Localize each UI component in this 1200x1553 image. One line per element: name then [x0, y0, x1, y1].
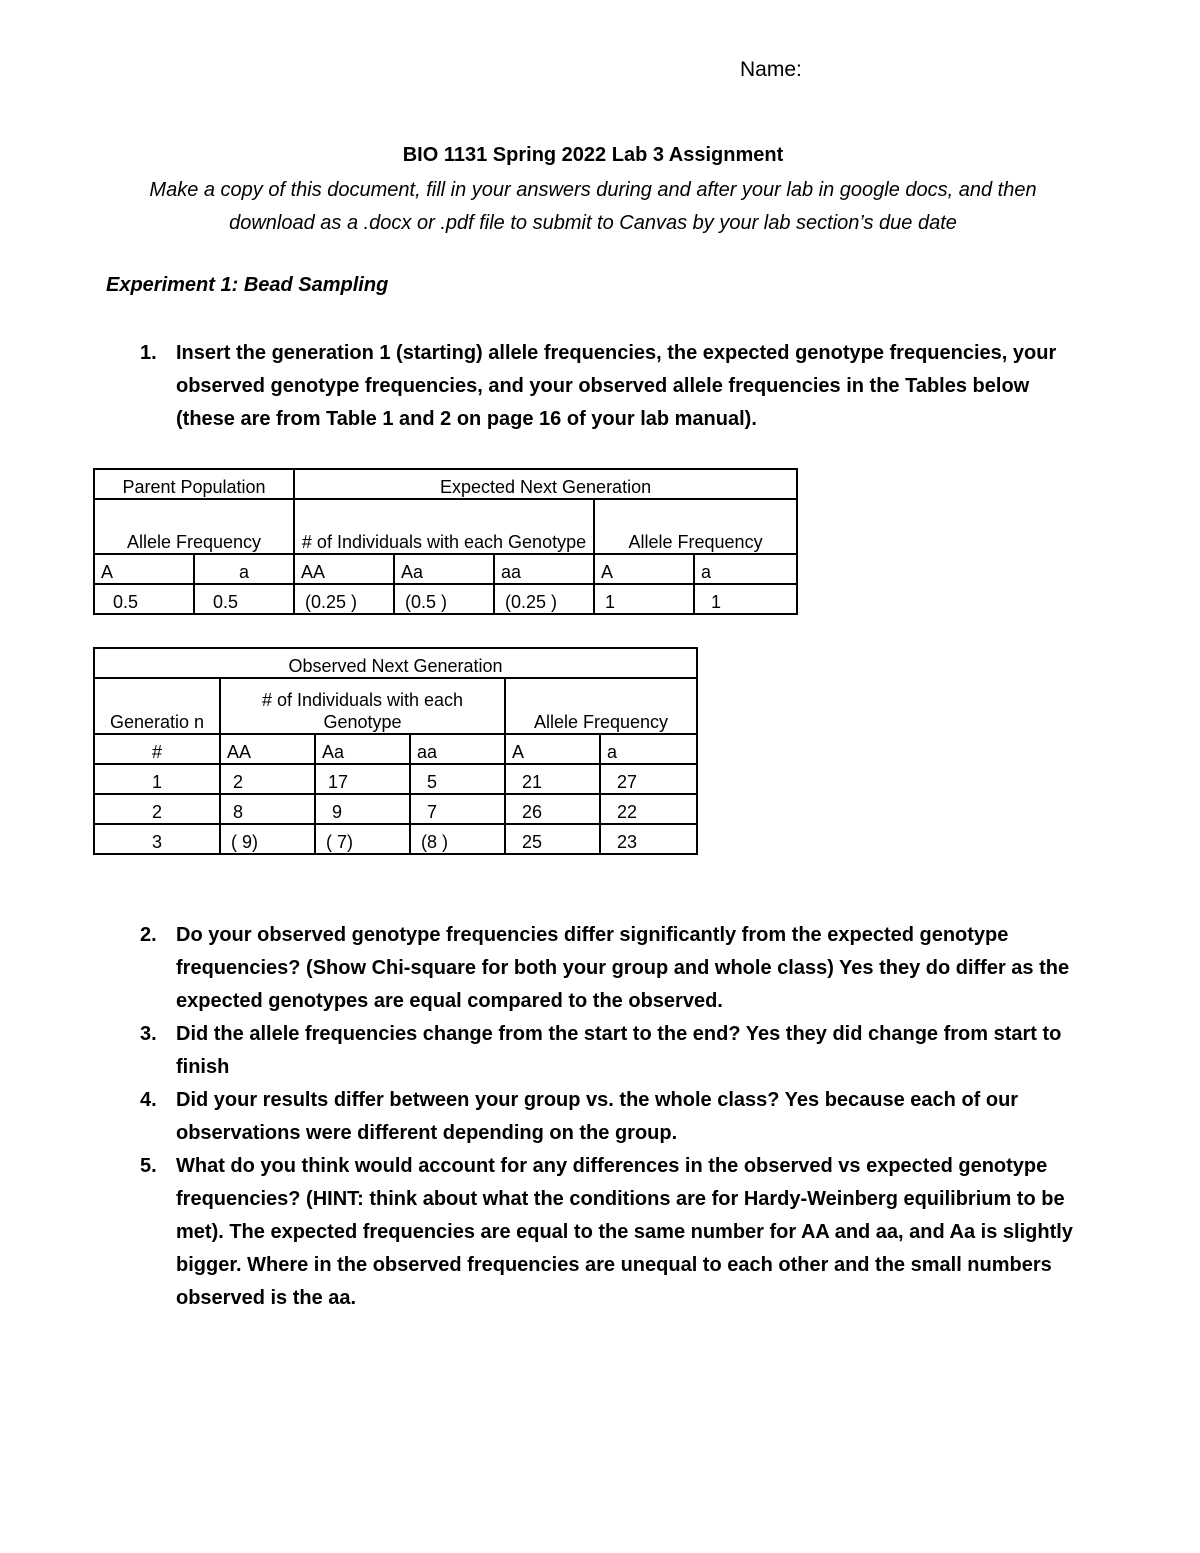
question-text: Did your results differ between your group vs. the whole class? Yes because each of our observations were different depending on the group. — [176, 1089, 1019, 1144]
name-label: Name: — [740, 58, 802, 81]
table-cell: ( 9) — [220, 824, 315, 854]
table-row — [94, 794, 697, 824]
table-row — [94, 824, 697, 854]
experiment-heading: Experiment 1: Bead Sampling — [106, 274, 389, 296]
expected-next-generation-header: Expected Next Generation — [294, 469, 797, 499]
table-cell: 1 — [694, 584, 797, 614]
table-cell: 7 — [410, 794, 505, 824]
table-cell: 22 — [600, 794, 697, 824]
table-cell: 1 — [94, 764, 220, 794]
col-header: AA — [294, 554, 394, 584]
col-header: a — [194, 554, 294, 584]
allele-frequency-header: Allele Frequency — [94, 499, 294, 554]
question-text-part: ) Yes they do differ as the expected genotypes are equal compared to the observed. — [176, 957, 1070, 1012]
question-emphasis: Show Chi-square for both your group and whole class — [312, 957, 828, 979]
question-text: Did the allele frequencies change from the start to the end? Yes they did change from start to finish — [176, 1023, 1062, 1078]
parent-expected-table — [93, 468, 798, 615]
table-cell: 0.5 — [94, 584, 194, 614]
table-cell: 17 — [315, 764, 410, 794]
question-text: Insert the generation 1 (starting) allele frequencies, the expected genotype frequencies, your observed genotype frequencies, and your observed allele frequencies in the Tables below (these are from Table 1 and 2 on page 16 of your lab manual). — [176, 342, 1057, 430]
col-header: AA — [220, 734, 315, 764]
col-header: Aa — [315, 734, 410, 764]
col-header: aa — [494, 554, 594, 584]
question-3 — [140, 1018, 1085, 1084]
table-cell: 21 — [505, 764, 600, 794]
col-header: Aa — [394, 554, 494, 584]
allele-frequency-header: Allele Frequency — [594, 499, 797, 554]
table-cell: 2 — [220, 764, 315, 794]
document-instructions — [100, 174, 1086, 240]
table-cell: (0.25 ) — [294, 584, 394, 614]
col-header: a — [600, 734, 697, 764]
question-1 — [140, 337, 1085, 436]
individuals-genotype-header: # of Individuals with each Genotype — [294, 499, 594, 554]
table-cell: 0.5 — [194, 584, 294, 614]
document-title: BIO 1131 Spring 2022 Lab 3 Assignment — [402, 144, 784, 166]
table-cell: ( 7) — [315, 824, 410, 854]
question-number: 2. — [140, 924, 157, 946]
question-number: 5. — [140, 1155, 157, 1177]
table-cell: 25 — [505, 824, 600, 854]
question-4 — [140, 1084, 1085, 1150]
table-cell: 26 — [505, 794, 600, 824]
question-2 — [140, 919, 1085, 1018]
col-header: a — [694, 554, 797, 584]
question-text: What do you think would account for any differences in the observed vs expected genotype frequencies? (HINT: think about what the conditions are for Hardy-Weinberg equilibrium to be met). The expected frequencies are equal to the same number for AA and aa, and Aa is slightly bigger. Where in the observed frequencies are unequal to each other and the small numbers observed is the aa. — [176, 1155, 1073, 1309]
col-header: A — [94, 554, 194, 584]
table-cell: 5 — [410, 764, 505, 794]
col-header: A — [505, 734, 600, 764]
allele-frequency-header: Allele Frequency — [505, 678, 697, 734]
question-5 — [140, 1150, 1085, 1315]
table-cell: 2 — [94, 794, 220, 824]
col-header: A — [594, 554, 694, 584]
generation-header: Generatio n — [94, 678, 220, 734]
question-number: 4. — [140, 1089, 157, 1111]
table-cell: (0.5 ) — [394, 584, 494, 614]
question-text-part: Do your observed genotype frequencies differ significantly from the expected genotype frequencies? ( — [176, 924, 1009, 979]
individuals-genotype-header: # of Individuals with each Genotype — [220, 678, 505, 734]
table-cell: 3 — [94, 824, 220, 854]
table-cell: (8 ) — [410, 824, 505, 854]
question-text — [176, 919, 1085, 1018]
table-cell: 27 — [600, 764, 697, 794]
col-header: # — [94, 734, 220, 764]
observed-next-generation-header: Observed Next Generation — [94, 648, 697, 678]
table-cell: (0.25 ) — [494, 584, 594, 614]
table-row — [94, 764, 697, 794]
observed-generation-table — [93, 647, 698, 855]
question-number: 1. — [140, 342, 157, 364]
table-cell: 9 — [315, 794, 410, 824]
instructions-line-2: download as a .docx or .pdf file to submit to Canvas by your lab section’s due date — [229, 212, 957, 234]
col-header: aa — [410, 734, 505, 764]
question-number: 3. — [140, 1023, 157, 1045]
table-cell: 23 — [600, 824, 697, 854]
instructions-line-1: Make a copy of this document, fill in your answers during and after your lab in google docs, and then — [149, 179, 1037, 201]
parent-population-header: Parent Population — [94, 469, 294, 499]
table-cell: 1 — [594, 584, 694, 614]
table-cell: 8 — [220, 794, 315, 824]
